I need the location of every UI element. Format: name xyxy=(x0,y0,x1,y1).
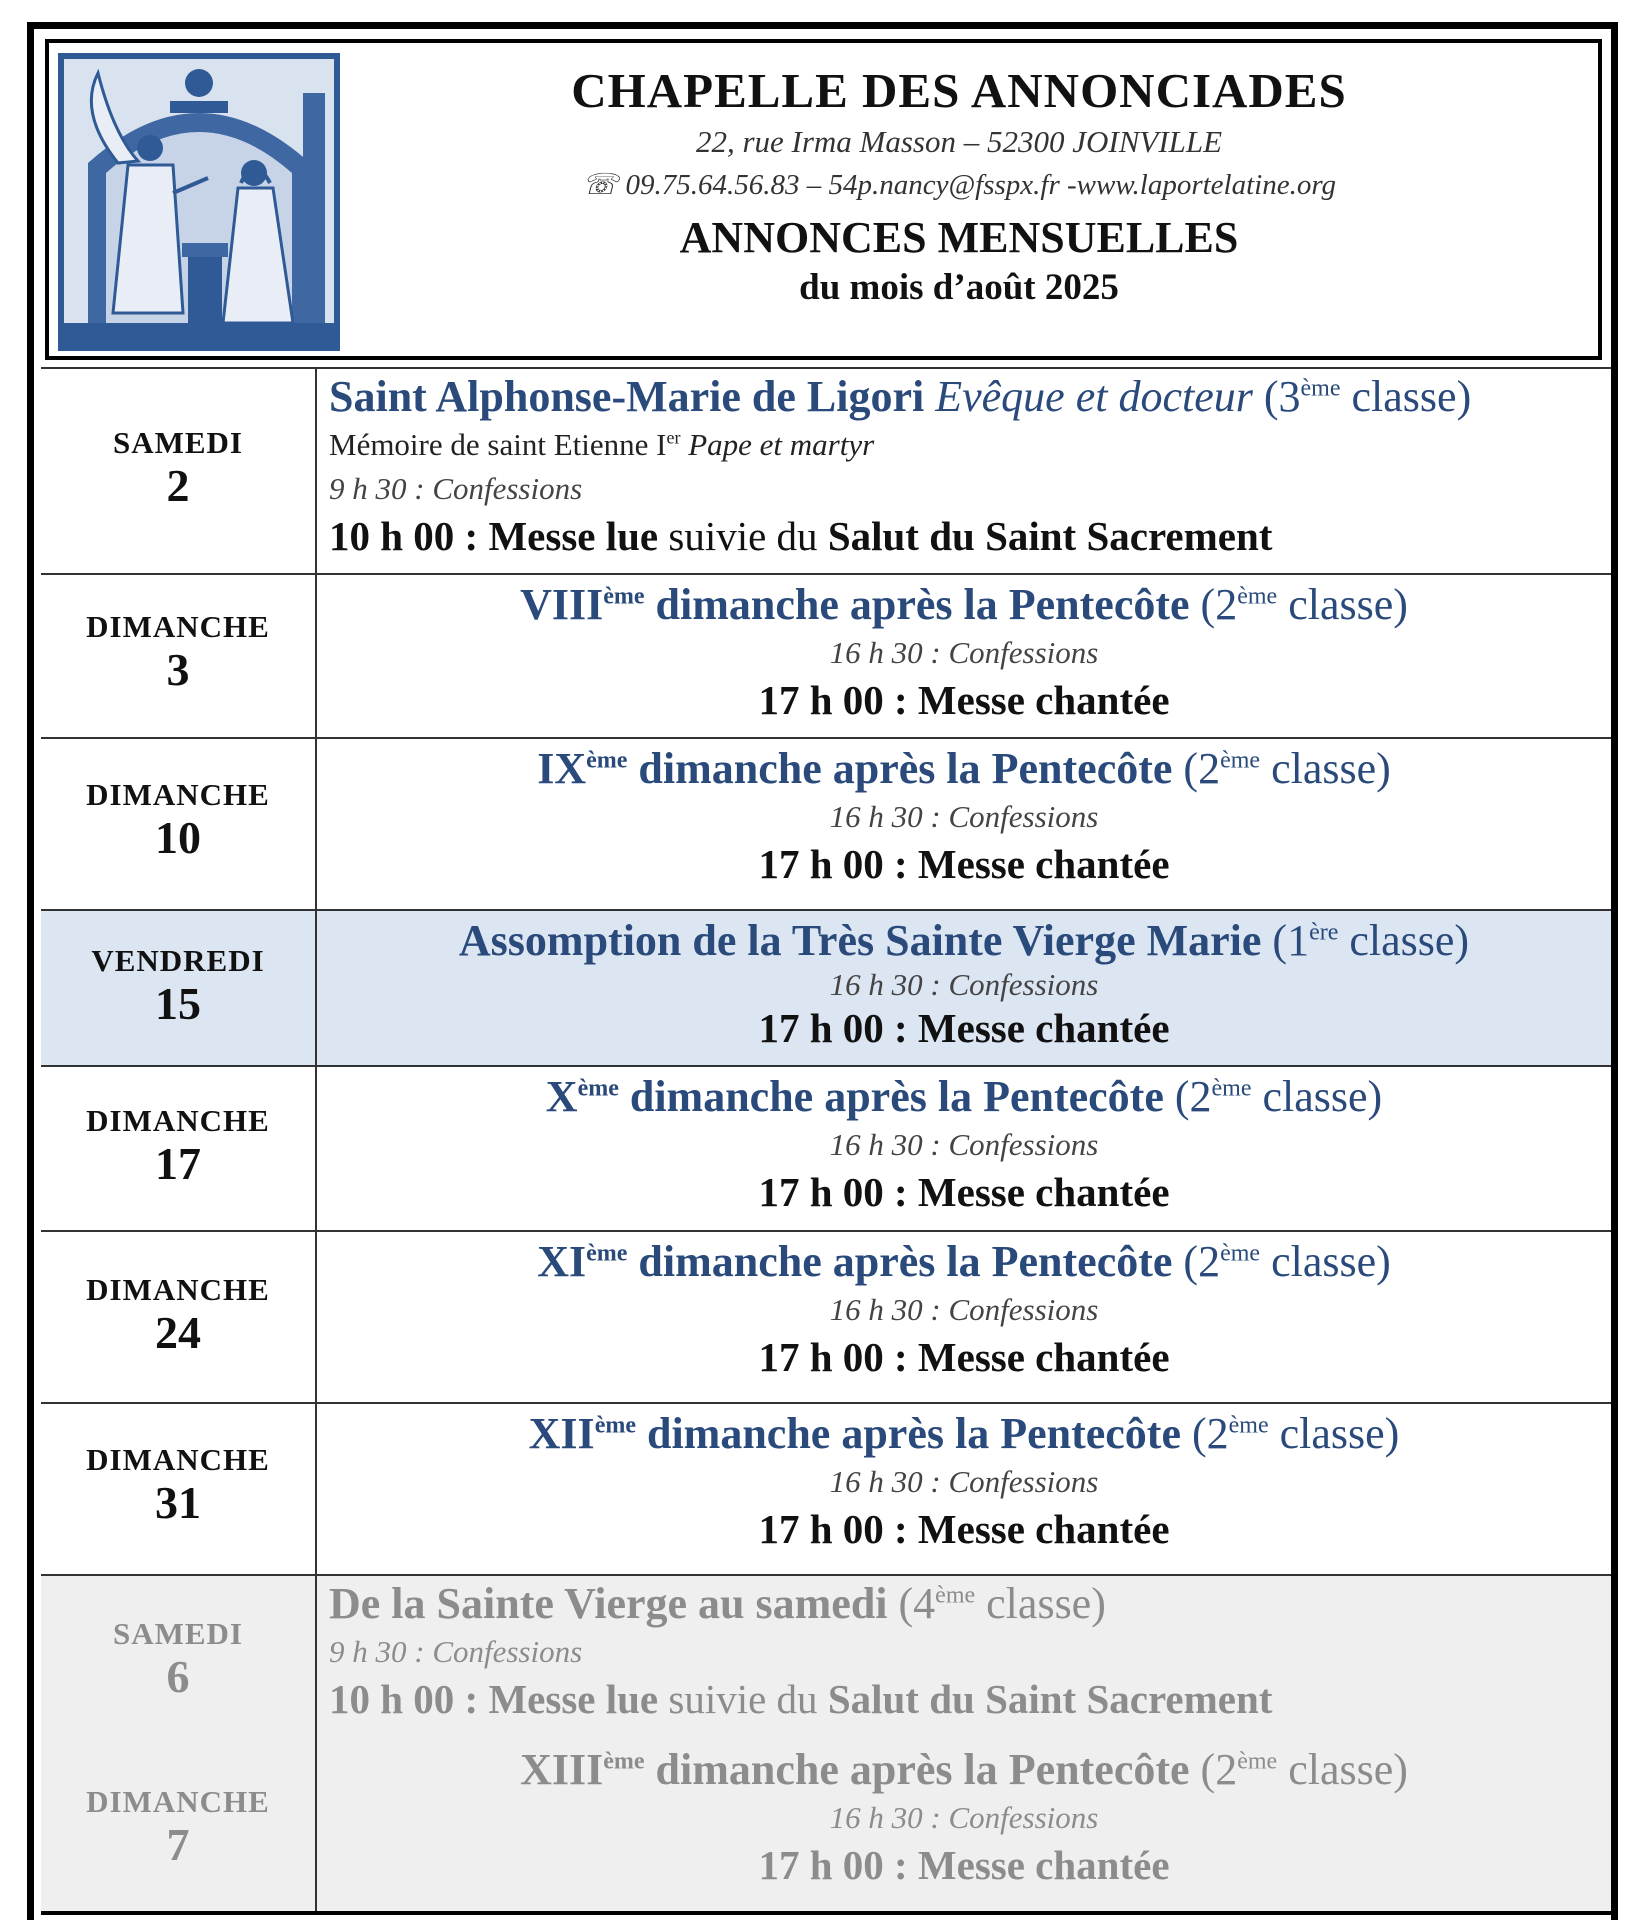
commemoration: Mémoire de saint Etienne Ier Pape et martyr xyxy=(329,427,875,462)
confessions-time: 16 h 30 : Confessions xyxy=(829,1127,1099,1162)
mass-time: 10 h 00 : Messe lue suivie du Salut du Saint Sacrement xyxy=(329,1676,1273,1722)
mass-time: 17 h 00 : Messe chantée xyxy=(758,1169,1170,1215)
feast-title: VIIIème dimanche après la Pentecôte (2ème classe) xyxy=(520,580,1408,629)
table-row xyxy=(41,1065,1611,1230)
annunciation-engraving-icon xyxy=(58,53,340,351)
announcements-month: du mois d’août 2025 xyxy=(799,267,1119,308)
mass-time: 10 h 00 : Messe lue suivie du Salut du Saint Sacrement xyxy=(329,513,1273,559)
day-number: 15 xyxy=(155,978,201,1029)
feast-title: Assomption de la Très Sainte Vierge Marie (1ère classe) xyxy=(458,916,1470,965)
confessions-time: 16 h 30 : Confessions xyxy=(829,1292,1099,1327)
confessions-time: 16 h 30 : Confessions xyxy=(829,967,1099,1002)
day-number: 31 xyxy=(155,1477,201,1528)
table-row xyxy=(41,909,1611,1065)
table-row xyxy=(41,367,1611,573)
table-bottom-border xyxy=(41,1911,1611,1915)
day-number: 6 xyxy=(166,1651,190,1702)
day-name: SAMEDI xyxy=(112,425,243,460)
table-row xyxy=(41,1402,1611,1574)
table-row xyxy=(41,1230,1611,1402)
day-number: 17 xyxy=(155,1138,201,1189)
chapel-title: CHAPELLE DES ANNONCIADES xyxy=(571,63,1347,118)
day-number: 3 xyxy=(166,644,190,695)
day-name: DIMANCHE xyxy=(86,1272,270,1307)
mass-time: 17 h 00 : Messe chantée xyxy=(758,1005,1170,1051)
confessions-time: 9 h 30 : Confessions xyxy=(329,1634,583,1669)
mass-time: 17 h 00 : Messe chantée xyxy=(758,1842,1170,1888)
mass-time: 17 h 00 : Messe chantée xyxy=(758,1506,1170,1552)
feast-title: Xème dimanche après la Pentecôte (2ème classe) xyxy=(545,1072,1383,1121)
day-number: 7 xyxy=(166,1819,190,1870)
day-name: DIMANCHE xyxy=(86,777,270,812)
confessions-time: 16 h 30 : Confessions xyxy=(829,635,1099,670)
feast-title: IXème dimanche après la Pentecôte (2ème classe) xyxy=(537,744,1391,793)
day-number: 24 xyxy=(155,1307,201,1358)
feast-title: Saint Alphonse-Marie de Ligori Evêque et docteur (3ème classe) xyxy=(329,372,1472,421)
announcements-title: ANNONCES MENSUELLES xyxy=(679,213,1239,262)
table-row-next-month xyxy=(41,1574,1611,1911)
mass-time: 17 h 00 : Messe chantée xyxy=(758,1334,1170,1380)
mass-time: 17 h 00 : Messe chantée xyxy=(758,841,1170,887)
header-box xyxy=(45,39,1602,360)
day-name: VENDREDI xyxy=(91,943,265,978)
day-number: 2 xyxy=(166,460,190,511)
confessions-time: 16 h 30 : Confessions xyxy=(829,1800,1099,1835)
confessions-time: 9 h 30 : Confessions xyxy=(329,471,583,506)
day-number: 10 xyxy=(155,812,201,863)
mass-time: 17 h 00 : Messe chantée xyxy=(758,677,1170,723)
feast-title: XIIème dimanche après la Pentecôte (2ème classe) xyxy=(528,1409,1400,1458)
chapel-contact: ☏ 09.75.64.56.83 – 54p.nancy@fsspx.fr -www.laportelatine.org xyxy=(581,169,1337,201)
chapel-address: 22, rue Irma Masson – 52300 JOINVILLE xyxy=(695,124,1223,159)
day-name: DIMANCHE xyxy=(86,1442,270,1477)
day-name: DIMANCHE xyxy=(86,1103,270,1138)
feast-title: XIème dimanche après la Pentecôte (2ème classe) xyxy=(537,1237,1391,1286)
day-name: SAMEDI xyxy=(112,1616,243,1651)
announcement-sheet xyxy=(27,22,1618,1920)
confessions-time: 16 h 30 : Confessions xyxy=(829,799,1099,834)
day-name: DIMANCHE xyxy=(86,1784,270,1819)
day-name: DIMANCHE xyxy=(86,609,270,644)
table-row xyxy=(41,737,1611,909)
feast-title: XIIIème dimanche après la Pentecôte (2ème classe) xyxy=(520,1745,1408,1794)
table-row xyxy=(41,573,1611,737)
feast-title: De la Sainte Vierge au samedi (4ème classe) xyxy=(329,1579,1106,1628)
confessions-time: 16 h 30 : Confessions xyxy=(829,1464,1099,1499)
